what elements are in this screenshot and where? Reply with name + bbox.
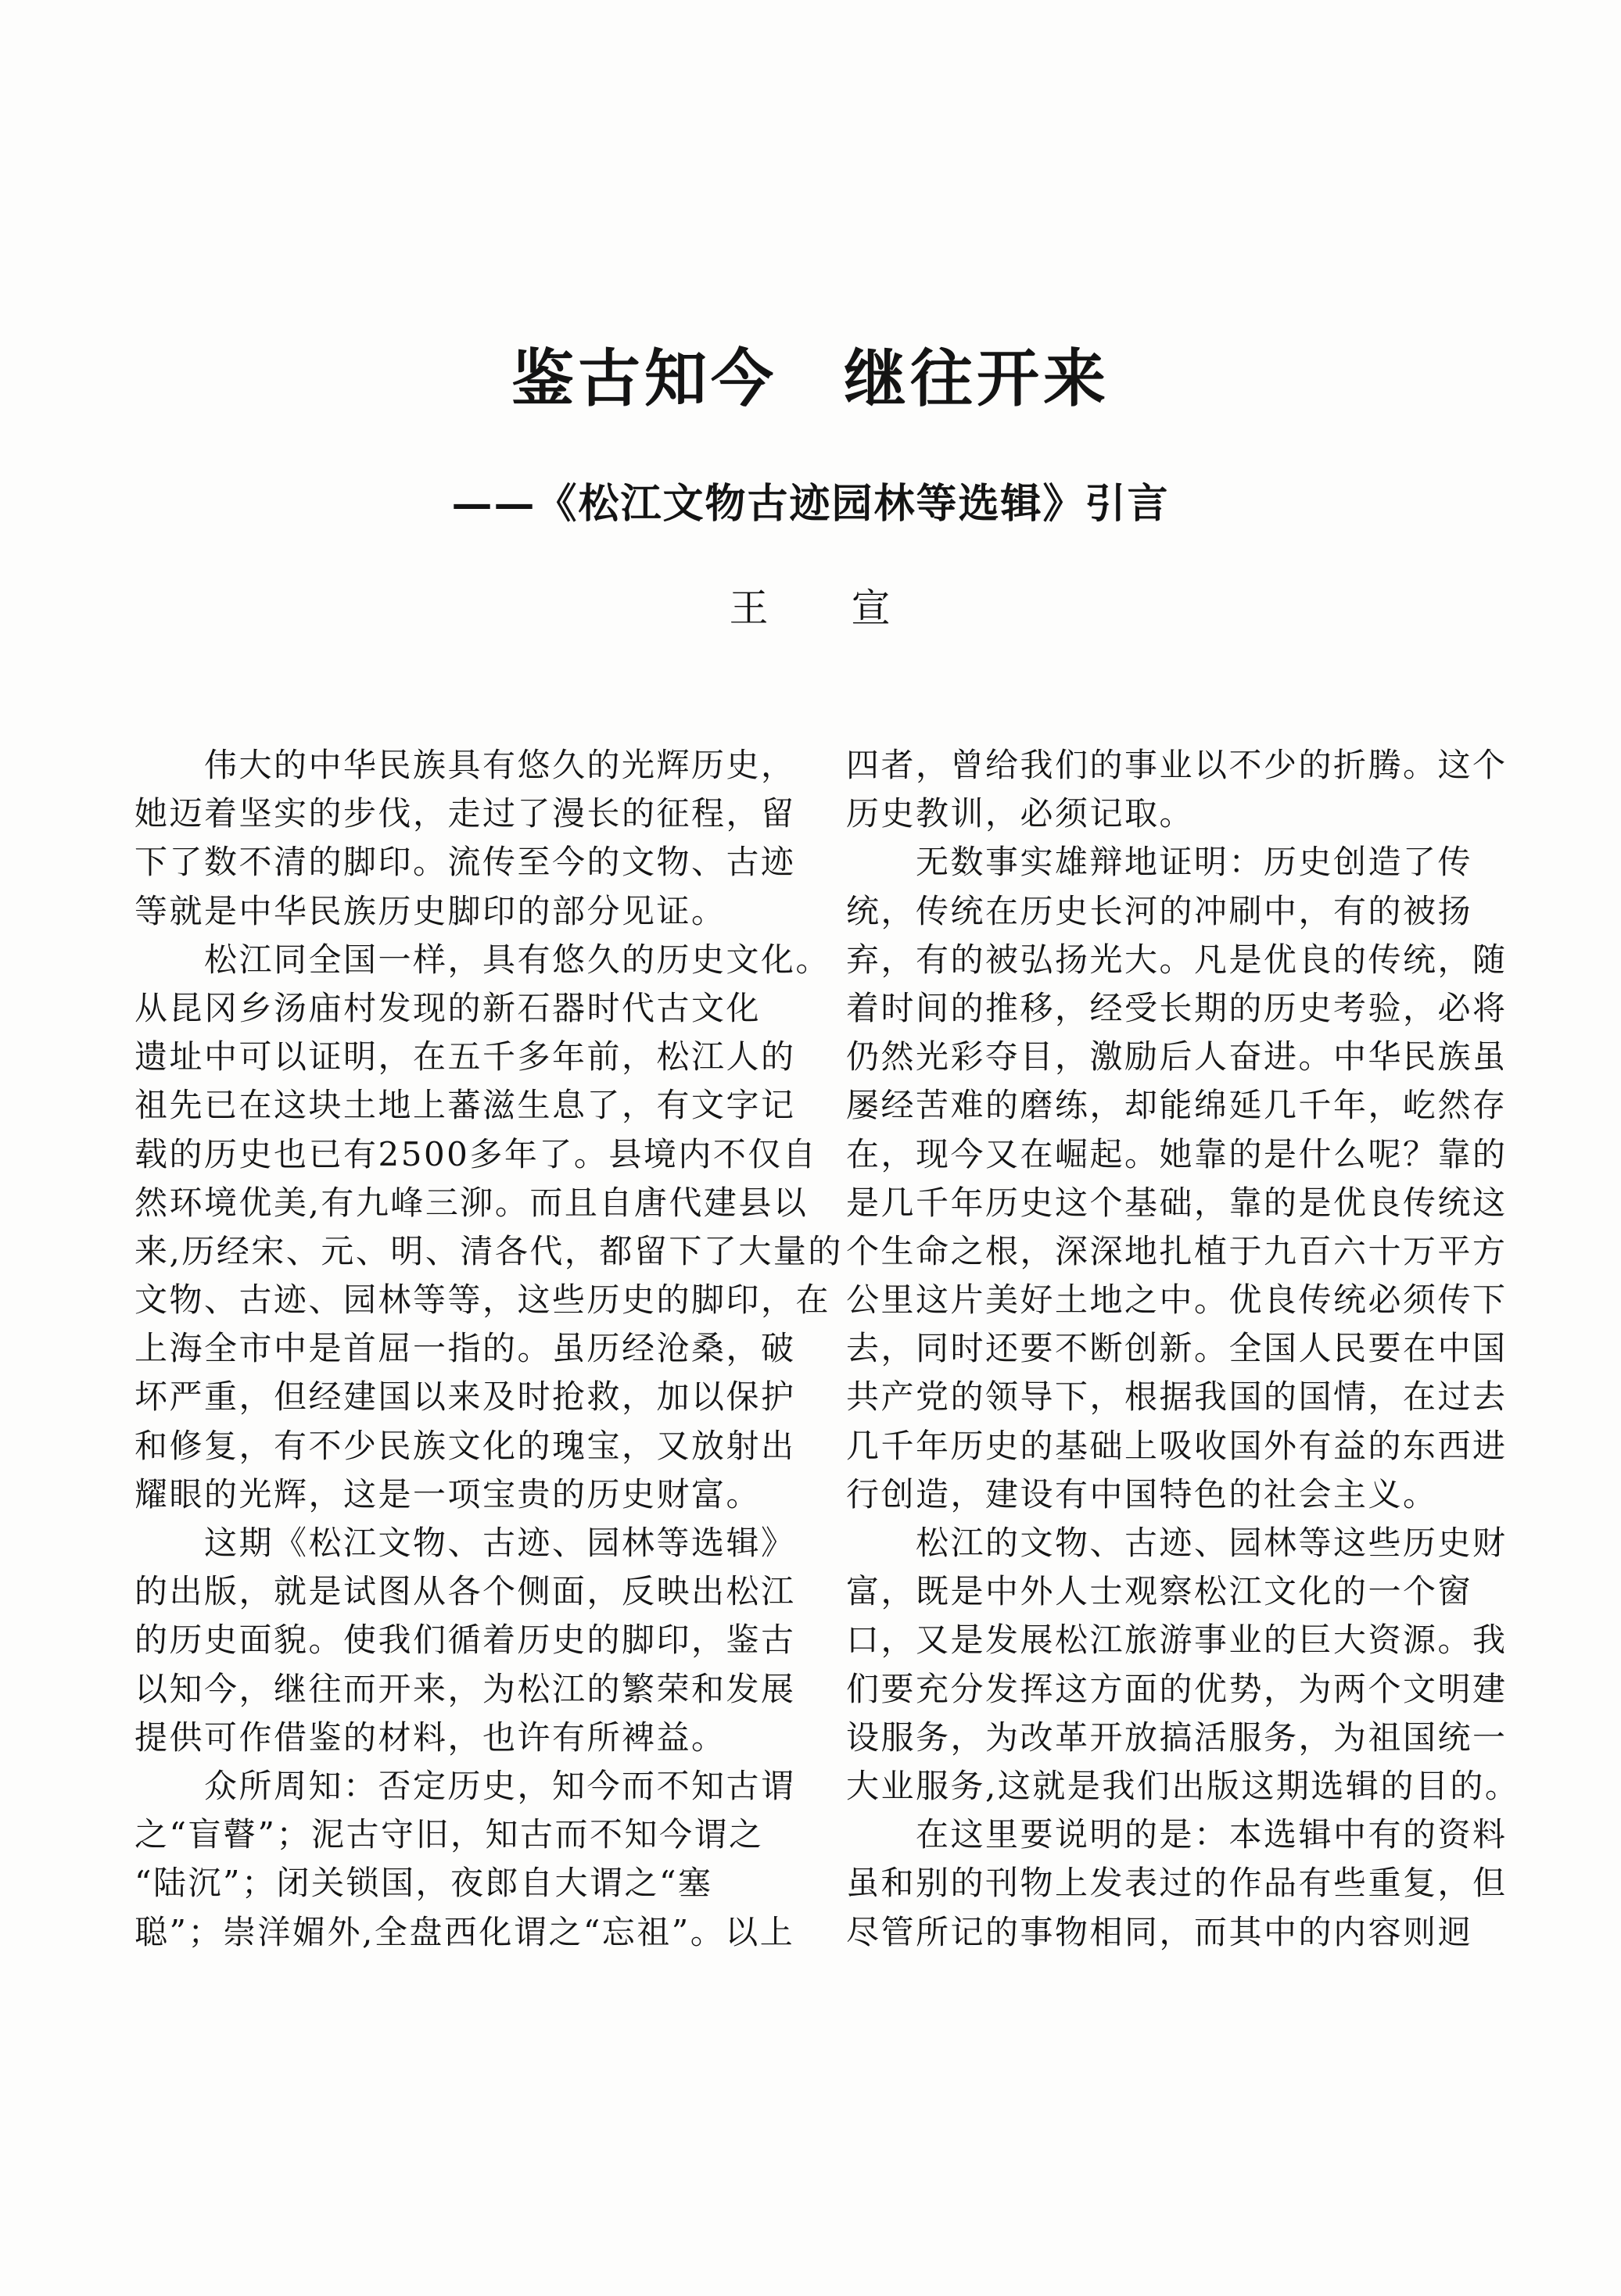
- text-line: 共产党的领导下，根据我国的国情，在过去: [846, 1377, 1508, 1417]
- text-line: 弃，有的被弘扬光大。凡是优良的传统，随: [846, 940, 1508, 979]
- text-line: 几千年历史的基础上吸收国外有益的东西进: [846, 1426, 1508, 1465]
- text-line: 和修复，有不少民族文化的瑰宝，又放射出: [134, 1426, 796, 1465]
- text-line: 四者，曾给我们的事业以不少的折腾。这个: [846, 746, 1508, 784]
- text-line: 仍然光彩夺目，激励后人奋进。中华民族虽: [846, 1037, 1508, 1076]
- text-line: 她迈着坚实的步伐，走过了漫长的征程，留: [134, 794, 796, 833]
- text-line: 着时间的推移，经受长期的历史考验，必将: [846, 988, 1508, 1027]
- text-line: 屡经苦难的磨练，却能绵延几千年，屹然存: [846, 1086, 1508, 1125]
- text-line: 以知今，继往而开来，为松江的繁荣和发展: [134, 1669, 796, 1708]
- text-line: 在，现今又在崛起。她靠的是什么呢？靠的: [846, 1134, 1508, 1173]
- text-line: 从昆冈乡汤庙村发现的新石器时代古文化: [134, 988, 762, 1027]
- article-subtitle: ——《松江文物古迹园林等选辑》引言: [451, 480, 1170, 528]
- text-line: 大业服务,这就是我们出版这期选辑的目的。: [846, 1766, 1520, 1805]
- text-line: 富，既是中外人士观察松江文化的一个窗: [846, 1572, 1473, 1611]
- text-line: 上海全市中是首屈一指的。虽历经沧桑，破: [134, 1329, 796, 1368]
- text-line: 历史教训，必须记取。: [846, 794, 1195, 833]
- text-line: 统，传统在历史长河的冲刷中，有的被扬: [846, 891, 1473, 930]
- text-line: 下了数不清的脚印。流传至今的文物、古迹: [134, 843, 796, 882]
- text-line: 松江的文物、古迹、园林等这些历史财: [846, 1524, 1508, 1562]
- text-line: 的出版，就是试图从各个侧面，反映出松江: [134, 1572, 796, 1611]
- right-column: [846, 741, 1528, 1957]
- text-line: 尽管所记的事物相同，而其中的内容则迥: [846, 1912, 1473, 1951]
- text-line: 松江同全国一样，具有悠久的历史文化。: [134, 940, 831, 979]
- text-line: 虽和别的刊物上发表过的作品有些重复，但: [846, 1864, 1508, 1903]
- article-author: 王 宣: [729, 586, 892, 631]
- text-line: 遗址中可以证明，在五千多年前，松江人的: [134, 1037, 796, 1076]
- text-line: 聪”；崇洋媚外,全盘西化谓之“忘祖”。以上: [134, 1912, 795, 1951]
- text-line: 是几千年历史这个基础，靠的是优良传统这: [846, 1183, 1508, 1222]
- text-line: 口，又是发展松江旅游事业的巨大资源。我: [846, 1621, 1508, 1660]
- text-line: 个生命之根，深深地扎植于九百六十万平方: [846, 1231, 1508, 1270]
- text-line: 祖先已在这块土地上蕃滋生息了，有文字记: [134, 1086, 796, 1125]
- text-line: 众所周知：否定历史，知今而不知古谓: [134, 1766, 796, 1805]
- text-line: 文物、古迹、园林等等，这些历史的脚印，在: [134, 1281, 831, 1320]
- text-line: 坏严重，但经建国以来及时抢救，加以保护: [134, 1377, 796, 1417]
- article-title: 鉴古知今 继往开来: [511, 342, 1110, 415]
- text-line: 载的历史也已有2500多年了。县境内不仅自: [134, 1134, 818, 1173]
- text-line: 在这里要说明的是：本选辑中有的资料: [846, 1815, 1508, 1854]
- text-line: 耀眼的光辉，这是一项宝贵的历史财富。: [134, 1474, 762, 1513]
- text-line: 等就是中华民族历史脚印的部分见证。: [134, 891, 726, 930]
- text-line: 来,历经宋、元、明、清各代，都留下了大量的: [134, 1231, 843, 1270]
- text-line: 然环境优美,有九峰三泖。而且自唐代建县以: [134, 1183, 809, 1222]
- left-column: [134, 741, 843, 1957]
- text-line: 行创造，建设有中国特色的社会主义。: [846, 1474, 1438, 1513]
- text-line: 去，同时还要不断创新。全国人民要在中国: [846, 1329, 1508, 1368]
- text-line: 无数事实雄辩地证明：历史创造了传: [846, 843, 1473, 882]
- text-line: 公里这片美好土地之中。优良传统必须传下: [846, 1281, 1508, 1320]
- text-line: 伟大的中华民族具有悠久的光辉历史，: [134, 746, 796, 784]
- text-line: 设服务，为改革开放搞活服务，为祖国统一: [846, 1718, 1508, 1757]
- text-line: 之“盲瞽”；泥古守旧，知古而不知今谓之: [134, 1815, 764, 1854]
- text-line: 的历史面貌。使我们循着历史的脚印，鉴古: [134, 1621, 796, 1660]
- text-line: 们要充分发挥这方面的优势，为两个文明建: [846, 1669, 1508, 1708]
- text-line: 这期《松江文物、古迹、园林等选辑》: [134, 1524, 796, 1562]
- text-line: “陆沉”；闭关锁国，夜郎自大谓之“塞: [134, 1864, 713, 1903]
- text-line: 提供可作借鉴的材料，也许有所裨益。: [134, 1718, 726, 1757]
